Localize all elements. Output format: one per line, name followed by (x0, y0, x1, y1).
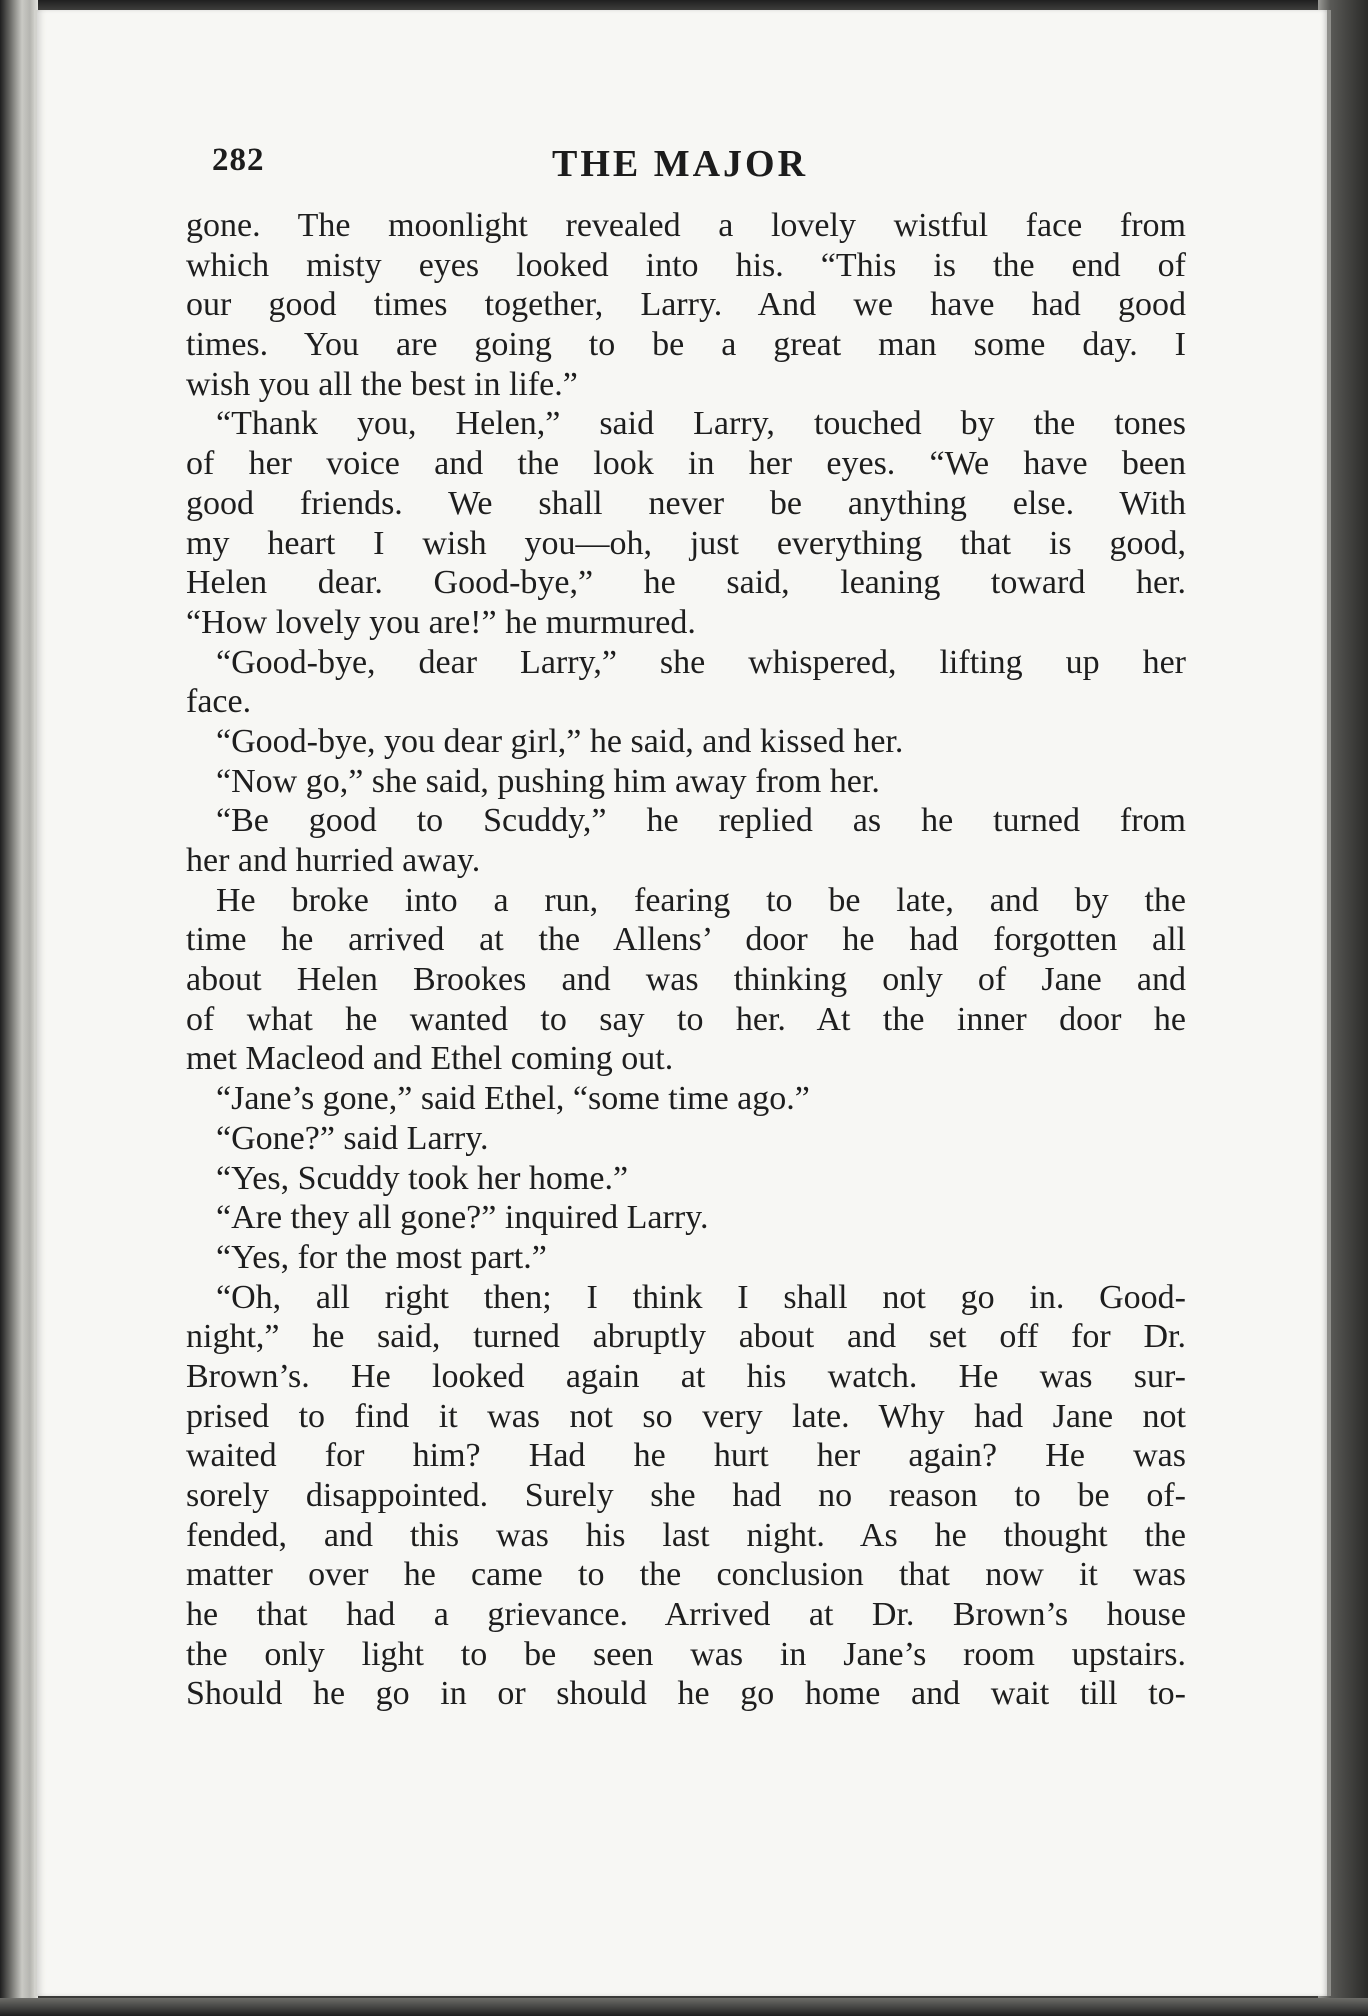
text-line: face. (186, 683, 252, 721)
text-line: matter over he came to the conclusion that now it was (186, 1556, 1186, 1594)
text-line: “Gone?” said Larry. (216, 1119, 489, 1157)
page-header (212, 138, 1192, 190)
text-line: Helen dear. Good-bye,” he said, leaning toward her. (186, 564, 1186, 602)
text-line: he that had a grievance. Arrived at Dr. Brown’s house (186, 1596, 1186, 1634)
text-line: “Good-bye, you dear girl,” he said, and kissed her. (216, 722, 904, 760)
text-line: fended, and this was his last night. As he thought the (186, 1516, 1186, 1554)
text-line: time he arrived at the Allens’ door he had forgotten all (186, 921, 1186, 959)
text-line: gone. The moonlight revealed a lovely wistful face from (186, 207, 1186, 244)
text-line: of what he wanted to say to her. At the inner door he (186, 1000, 1186, 1038)
text-line: about Helen Brookes and was thinking only of Jane and (186, 961, 1186, 999)
text-line: waited for him? Had he hurt her again? He was (186, 1437, 1186, 1475)
running-title: THE MAJOR (552, 143, 809, 185)
book-spine-edge (0, 0, 38, 2016)
text-line: good friends. We shall never be anything else. With (186, 484, 1186, 522)
text-line: “Good-bye, dear Larry,” she whispered, lifting up her (216, 643, 1186, 681)
text-line: “Oh, all right then; I think I shall not go in. Good- (216, 1278, 1186, 1316)
text-line: wish you all the best in life.” (186, 365, 578, 403)
text-line: my heart I wish you—oh, just everything that is good, (186, 524, 1186, 562)
text-line: “Are they all gone?” inquired Larry. (216, 1199, 709, 1237)
text-line: prised to find it was not so very late. Why had Jane not (186, 1397, 1186, 1435)
text-line: Should he go in or should he go home and wait till to- (186, 1675, 1186, 1713)
text-line: her and hurried away. (186, 842, 481, 879)
text-line: met Macleod and Ethel coming out. (186, 1040, 674, 1078)
text-line: He broke into a run, fearing to be late, and by the (216, 881, 1186, 919)
scan-bottom-edge (0, 1998, 1368, 2016)
text-line: “Yes, for the most part.” (216, 1238, 547, 1276)
text-line: “Yes, Scuddy took her home.” (216, 1159, 629, 1197)
text-line: sorely disappointed. Surely she had no reason to be of- (186, 1477, 1186, 1514)
text-line: Brown’s. He looked again at his watch. He was sur- (186, 1357, 1186, 1395)
text-line: “Jane’s gone,” said Ethel, “some time ago.” (216, 1080, 810, 1118)
page-number: 282 (212, 142, 265, 178)
text-line: “How lovely you are!” he murmured. (186, 603, 696, 641)
body-text (186, 206, 1186, 1714)
text-line: times. You are going to be a great man some day. I (186, 326, 1186, 364)
text-line: the only light to be seen was in Jane’s room upstairs. (186, 1635, 1186, 1673)
text-line: of her voice and the look in her eyes. “We have been (186, 445, 1186, 483)
text-line: which misty eyes looked into his. “This is the end of (186, 246, 1186, 284)
text-line: “Thank you, Helen,” said Larry, touched by the tones (216, 405, 1186, 443)
text-line: night,” he said, turned abruptly about and set off for Dr. (186, 1318, 1186, 1356)
text-line: “Now go,” she said, pushing him away from her. (216, 762, 880, 800)
text-line: our good times together, Larry. And we have had good (186, 286, 1186, 324)
text-line: “Be good to Scuddy,” he replied as he turned from (216, 802, 1186, 840)
